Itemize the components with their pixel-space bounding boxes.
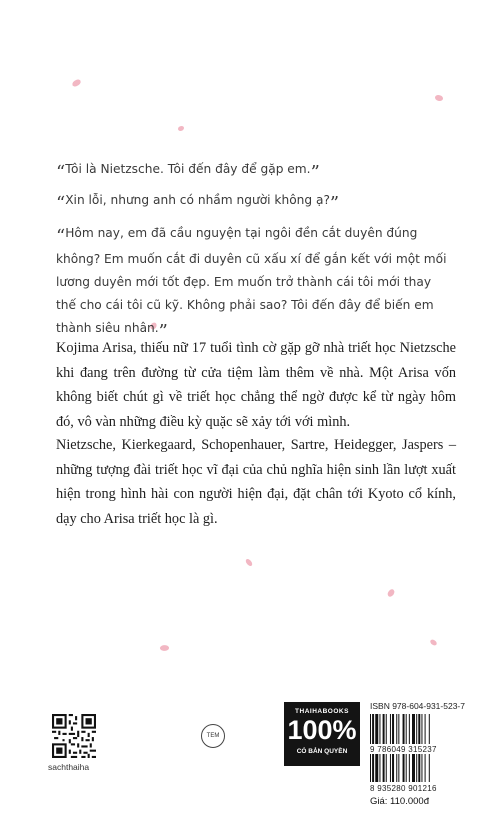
quote-1: “Tôi là Nietzsche. Tôi đến đây để gặp em.” bbox=[56, 162, 320, 183]
petal bbox=[160, 644, 170, 651]
synopsis-paragraph-1: Kojima Arisa, thiếu nữ 17 tuổi tình cờ gặp gỡ nhà triết học Nietzsche khi đang trên đường từ cửa tiệm làm thêm về nhà. Một Arisa vốn không biết chút gì về triết học chẳng thể ngờ được kể từ ngày hôm đó, vô vàn những điều kỳ quặc sẽ xảy tới với mình. bbox=[56, 340, 456, 430]
badge-percent: 100% bbox=[287, 715, 357, 745]
barcode-number-1: 9 786049 315237 bbox=[370, 745, 437, 754]
quote-3: “Hôm nay, em đã cầu nguyện tại ngôi đền cắt duyên đúng không? Em muốn cắt đi duyên cũ xấu xí để gắn kết với một mối lương duyên mới tốt đẹp. Em muốn trở thành cái tôi mới thay thế cho cái tôi cũ kỹ. Không phải sao? Tôi đến đây để biến em thành siêu nhân.” bbox=[56, 226, 447, 342]
badge-caption: CÓ BẢN QUYỀN bbox=[296, 748, 348, 755]
qr-label: sachthaiha bbox=[48, 762, 90, 772]
tem-stamp: TEM bbox=[201, 724, 225, 748]
barcode-number-2: 8 935280 901216 bbox=[370, 784, 437, 793]
isbn-text: ISBN 978-604-931-523-7 bbox=[370, 701, 465, 711]
petal bbox=[245, 558, 253, 567]
petal bbox=[429, 638, 437, 647]
petal bbox=[178, 126, 184, 131]
quote-2: “Xin lỗi, nhưng anh có nhầm người không ạ?” bbox=[56, 193, 340, 214]
qr-code-icon bbox=[52, 714, 96, 758]
synopsis-paragraph-2: Nietzsche, Kierkegaard, Schopenhauer, Sartre, Heidegger, Jaspers – những tượng đài triết học vĩ đại của chủ nghĩa hiện sinh lần lượt xuất hiện trong hình hài con người hiện đại, đặt chân tới Kyoto cổ kính, dạy cho Arisa triết học là gì. bbox=[56, 437, 456, 527]
badge-brand: THAIHABOOKS bbox=[295, 708, 349, 715]
copyright-badge bbox=[284, 702, 360, 766]
petal bbox=[434, 93, 444, 102]
petal bbox=[386, 588, 396, 598]
price-label: Giá: 110.000đ bbox=[370, 796, 429, 807]
petal bbox=[71, 79, 82, 88]
